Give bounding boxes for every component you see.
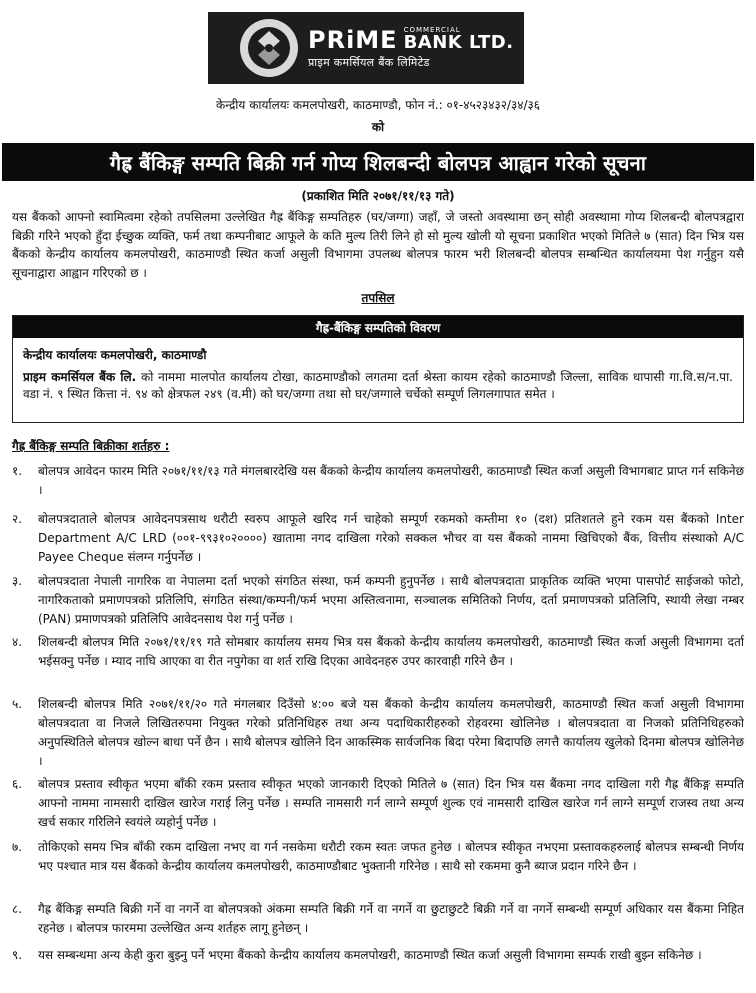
published-date: (प्रकाशित मिति २०७१/११/१३ गते) bbox=[301, 189, 455, 203]
property-description-text: को नाममा मालपोत कार्यालय टोखा, काठमाण्डौको लगतमा दर्ता श्रेस्ता कायम रहेको काठमाण्डौ जिल्ला, साविक धापासी गा.वि.स/न.पा. वडा नं. ९ स्थित कित्ता नं. ९४ को क्षेत्रफल २४९ (व.मी) को घर/जग्गा तथा सो घर/जग्गाले चर्चेको सम्पूर्ण लिगलगापात समेत । bbox=[23, 370, 733, 401]
term-text: शिलबन्दी बोलपत्र मिति २०७१/११/२० गते मंगलबार दिउँसो ४:०० बजे यस बैंकको केन्द्रीय कार्यालय कमलपोखरी, काठमाण्डौ स्थित कर्जा असुली विभागमा बोलपत्रदाता वा निजले लिखितरुपमा नियुक्त गरेको प्रतिनिधिहरु तथा अन्य पदाधिकारीहरुको रोहवरमा खोलिनेछ । बोलपत्रदाता वा निजको प्रतिनिधिहरुको अनुपस्थितिले बोलपत्र खोल्न बाधा पर्ने छैन । साथै बोलपत्र खोलिने दिन आकस्मिक सार्वजनिक बिदा परेमा बिदापछि लगत्तै कार्यालय खुलेको दिनमा बोलपत्र खोलिनेछ । bbox=[38, 697, 744, 768]
property-office-line: केन्द्रीय कार्यालयः कमलपोखरी, काठमाण्डौ bbox=[23, 348, 207, 362]
term-item bbox=[12, 510, 744, 567]
term-number: ८. bbox=[12, 902, 23, 916]
notice-title: गैह्र बैंकिङ्ग सम्पति बिक्री गर्न गोप्य शिलबन्दी बोलपत्र आह्वान गरेको सूचना bbox=[2, 143, 754, 181]
term-text: यस सम्बन्धमा अन्य केही कुरा बुझ्नु पर्ने भएमा बैंकको केन्द्रीय कार्यालय कमलपोखरी, काठमाण्डौ स्थित कर्जा असुली विभागमा सम्पर्क राखी बुझ्न सकिनेछ । bbox=[38, 948, 702, 962]
term-number: ४. bbox=[12, 635, 23, 649]
term-item bbox=[12, 695, 744, 771]
term-item bbox=[12, 462, 744, 500]
intro-paragraph: यस बैंकको आफ्नो स्वामित्वमा रहेको तपसिलमा उल्लेखित गैह्र बैंकिङ्ग सम्पतिहरु (घर/जग्गा) जहाँ, जे जस्तो अवस्थामा छन् सोही अवस्थामा गोप्य शिलबन्दी बोलपत्रद्वारा बिक्री गरिने भएको हुँदा ईच्छुक व्यक्ति, फर्म तथा कम्पनीबाट आफूले के कति मुल्य तिरी लिने हो सो मुल्य खोली यो सूचना प्रकाशित भएको मितिले ७ (सात) दिन भित्र यस बैंकको केन्द्रीय कार्यालय कमलपोखरी, काठमाण्डौ स्थित कर्जा असुली विभागमा उपलब्ध बोलपत्र फारम भरी शिलबन्दी बोलपत्र सम्बन्धित कार्यालयमा पेश गर्नुहुन यसै सूचनाद्वारा आह्वान गरिएको छ । bbox=[12, 210, 744, 280]
prime-logo-emblem-icon bbox=[238, 17, 300, 79]
term-number: ७. bbox=[12, 840, 23, 854]
term-text: बोलपत्र आवेदन फारम मिति २०७१/११/१३ गते मंगलबारदेखि यस बैंकको केन्द्रीय कार्यालय कमलपोखरी, काठमाण्डौ स्थित कर्जा असुली विभागबाट प्राप्त गर्न सकिनेछ । bbox=[38, 464, 744, 497]
term-text: बोलपत्र प्रस्ताव स्वीकृत भएमा बाँकी रकम प्रस्ताव स्वीकृत भएको जानकारी दिएको मितिले ७ (सात) दिन भित्र यस बैंकमा नगद दाखिला गरी गैह्र बैंकिङ्ग सम्पति आफ्नो नाममा नामसारी दाखिल खारेज गराई लिनु पर्नेछ । सम्पति नामसारी गर्न लाग्ने सम्पूर्ण शुल्क एवं नामसारी दाखिल खारेज गर्न लाग्ने सम्पूर्ण राजस्व तथा अन्य खर्च सकार गरिलिने स्वयंले व्यहोर्नु पर्नेछ । bbox=[38, 777, 744, 829]
logo-text-block bbox=[308, 26, 514, 70]
term-number: ५. bbox=[12, 697, 23, 711]
property-detail-heading: गैह्र-बैंकिङ्ग सम्पतिको विवरण bbox=[13, 316, 743, 338]
possessive-ko: को bbox=[371, 120, 385, 134]
terms-heading: गैह्र बैंकिङ्ग सम्पति बिक्रीका शर्तहरु : bbox=[12, 439, 170, 453]
term-text: बोलपत्रदाता नेपाली नागरिक वा नेपालमा दर्ता भएको संगठित संस्था, फर्म कम्पनी हुनुपर्नेछ । साथै बोलपत्रदाता प्राकृतिक व्यक्ति भएमा पासपोर्ट साईजको फोटो, नागरिकताको प्रमाणपत्रको प्रतिलिपि, संगठित संस्था/कम्पनी/फर्म भएमा अस्तित्वनामा, सञ्चालक समितिको निर्णय, दर्ता प्रमाणपत्रको प्रतिलिपि, स्थायी लेखा नम्बर (PAN) प्रमाणपत्रको प्रतिलिपि आवेदनसाथ पेश गर्नु पर्नेछ । bbox=[38, 574, 744, 626]
term-number: १. bbox=[12, 464, 23, 478]
term-number: ३. bbox=[12, 574, 23, 588]
bank-logo bbox=[208, 12, 524, 84]
property-owner-name: प्राइम कमर्सियल बैंक लि. bbox=[23, 370, 137, 384]
term-text: तोकिएको समय भित्र बाँकी रकम दाखिला नभए वा गर्न नसकेमा धरौटी रकम स्वतः जफत हुनेछ । बोलपत्र स्वीकृत नभएमा प्रस्तावकहरुलाई बोलपत्र सम्बन्धी निर्णय भए पश्चात मात्र यस बैंकको केन्द्रीय कार्यालय कमलपोखरी, काठमाण्डौबाट भुक्तानी गरिनेछ । साथै सो रकममा कुनै ब्याज प्रदान गरिने छैन । bbox=[38, 840, 744, 873]
term-text: बोलपत्रदाताले बोलपत्र आवेदनपत्रसाथ धरौटी स्वरुप आफूले खरिद गर्न चाहेको सम्पूर्ण रकमको कम्तीमा १० (दश) प्रतिशतले हुने रकम यस बैंकको Inter Department A/C LRD (००१-९९३१०२००००) खातामा नगद दाखिला गरेको सक्कल भौचर वा यस बैंकको नाममा खिचिएको बैंक, वित्तीय संस्थाको A/C Payee Cheque संलग्न गर्नुपर्नेछ । bbox=[38, 512, 744, 564]
term-item bbox=[12, 572, 744, 629]
office-address: केन्द्रीय कार्यालयः कमलपोखरी, काठमाण्डौ, फोन नं.: ०१-४५२३४३२/३४/३६ bbox=[216, 98, 540, 112]
logo-brand-bank: BANK LTD. bbox=[403, 32, 514, 53]
logo-brand-prime: PRiME bbox=[308, 26, 398, 54]
term-number: ६. bbox=[12, 777, 23, 791]
term-number: ९. bbox=[12, 948, 23, 962]
term-number: २. bbox=[12, 512, 23, 526]
term-item bbox=[12, 838, 744, 876]
term-item bbox=[12, 633, 744, 671]
term-text: गैह्र बैंकिङ्ग सम्पति बिक्री गर्ने वा नगर्ने वा बोलपत्रको अंकमा सम्पति बिक्री गर्ने वा नगर्ने वा छुटाछुटटै बिक्री गर्ने वा नगर्ने सम्बन्धी सम्पूर्ण अधिकार यस बैंकमा निहित रहनेछ । बोलपत्र फारममा उल्लेखित अन्य शर्तहरु लागू हुनेछन् । bbox=[38, 902, 744, 935]
logo-brand-nepali: प्राइम कमर्सियल बैंक लिमिटेड bbox=[308, 56, 430, 69]
property-detail-box bbox=[12, 315, 744, 423]
tapasil-heading: तपसिल bbox=[361, 291, 395, 305]
term-item bbox=[12, 900, 744, 938]
property-description bbox=[13, 363, 743, 403]
logo-brand-commercial: COMMERCIAL bbox=[403, 26, 461, 34]
term-item bbox=[12, 775, 744, 832]
term-item bbox=[12, 946, 744, 965]
term-text: शिलबन्दी बोलपत्र मिति २०७१/११/१९ गते सोमबार कार्यालय समय भित्र यस बैंकको केन्द्रीय कार्यालय कमलपोखरी, काठमाण्डौ स्थित कर्जा असुली विभागमा दर्ता भईसक्नु पर्नेछ । म्याद नाघि आएका वा रीत नपुगेका वा शर्त राखि दिएका आवेदनहरु उपर कारवाही गरिने छैन । bbox=[38, 635, 744, 668]
